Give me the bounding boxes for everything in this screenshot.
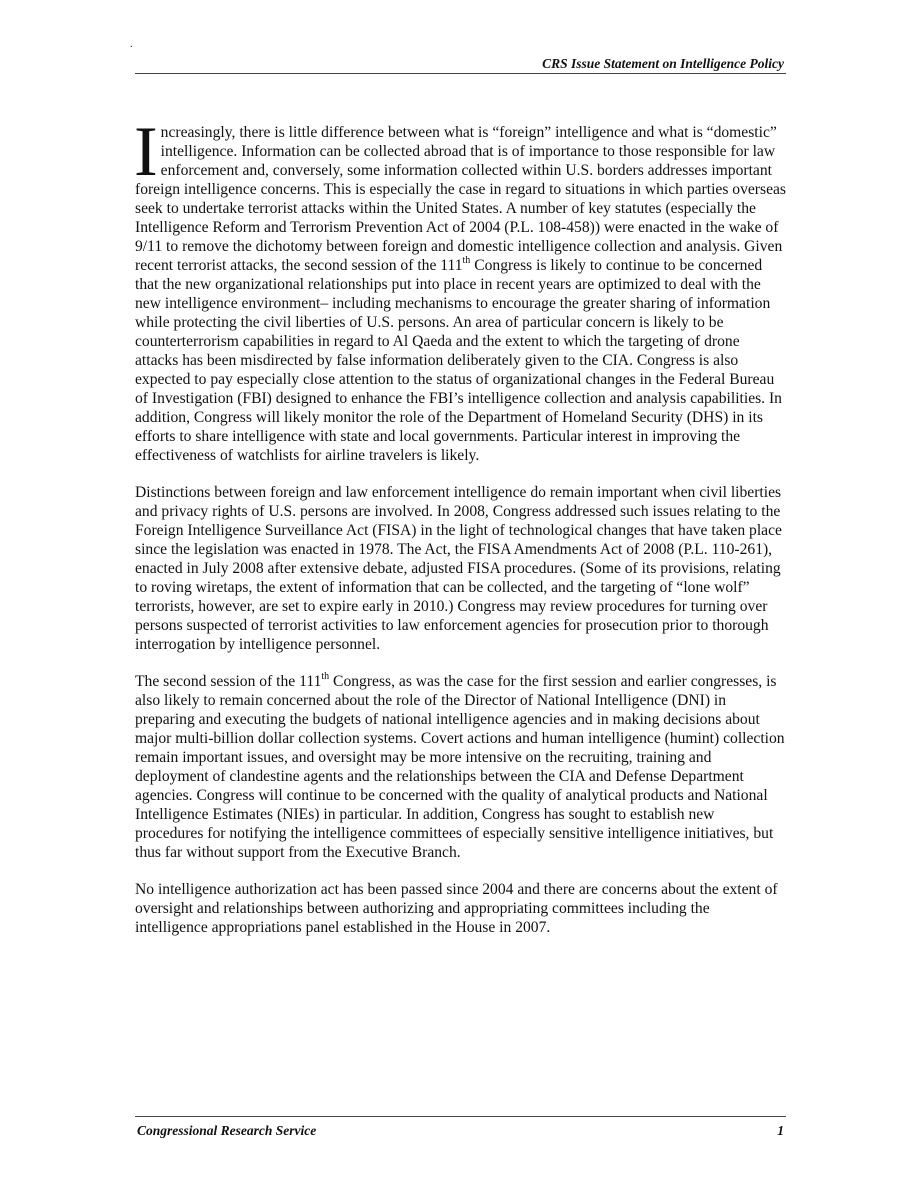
- superscript-th: th: [462, 254, 471, 266]
- running-header-title: CRS Issue Statement on Intelligence Policy: [542, 56, 784, 71]
- page-number: 1: [777, 1123, 784, 1138]
- footer-source: Congressional Research Service: [137, 1123, 317, 1138]
- paragraph-2: Distinctions between foreign and law enforcement intelligence do remain important when civil liberties and privacy rights of U.S. persons are involved. In 2008, Congress addressed such issues relating to the Foreign Intelligence Surveillance Act (FISA) in the light of technological changes that have taken place since the legislation was enacted in 1978. The Act, the FISA Amendments Act of 2008 (P.L. 110-261), enacted in July 2008 after extensive debate, adjusted FISA procedures. (Some of its provisions, relating to roving wiretaps, the extent of information that can be collected, and the targeting of “lone wolf” terrorists, however, are set to expire early in 2010.) Congress may review procedures for turning over persons suspected of terrorist activities to law enforcement agencies for prosecution prior to thorough interrogation by intelligence personnel.: [135, 484, 782, 653]
- paragraph-1: [134, 113, 786, 465]
- paragraph-1-text-b: Congress is likely to continue to be concerned that the new organizational relationships put into place in recent years are optimized to deal with the new intelligence environment– including mechanisms to encourage the greater sharing of information while protecting the civil liberties of U.S. persons. An area of particular concern is likely to be counterterrorism capabilities in regard to Al Qaeda and the extent to which the targeting of drone attacks has been misdirected by false information deliberately given to the CIA. Congress is also expected to pay especially close attention to the status of organizational changes in the Federal Bureau of Investigation (FBI) designed to enhance the FBI’s intelligence collection and analysis capabilities. In addition, Congress will likely monitor the role of the Department of Homeland Security (DHS) in its efforts to share intelligence with state and local governments. Particular interest in improving the effectiveness of watchlists for airline travelers is likely.: [135, 257, 782, 464]
- document-body: [134, 113, 786, 955]
- paragraph-1-text-a: ncreasingly, there is little difference between what is “foreign” intelligence and what is “domestic” intelligence. Information can be collected abroad that is of importance to those responsible for law enforcement and, conversely, some information collected within U.S. borders addresses important foreign intelligence concerns. This is especially the case in regard to situations in which parties overseas seek to undertake terrorist attacks within the United States. A number of key statutes (especially the Intelligence Reform and Terrorism Prevention Act of 2004 (P.L. 108-458)) were enacted in the wake of 9/11 to remove the dichotomy between foreign and domestic intelligence collection and analysis. Given recent terrorist attacks, the second session of the 111: [135, 124, 786, 274]
- corner-mark: .: [130, 39, 133, 50]
- drop-cap: I: [134, 113, 158, 191]
- paragraph-3-text-a: The second session of the 111: [135, 673, 322, 690]
- paragraph-3: [135, 672, 786, 862]
- page-header: [135, 55, 786, 74]
- page-footer: [135, 1116, 786, 1137]
- paragraph-4: No intelligence authorization act has been passed since 2004 and there are concerns about the extent of oversight and relationships between authorizing and appropriating committees including the intelligence appropriations panel established in the House in 2007.: [135, 881, 778, 936]
- superscript-th: th: [321, 670, 330, 682]
- paragraph-3-text-b: Congress, as was the case for the first session and earlier congresses, is also likely to remain concerned about the role of the Director of National Intelligence (DNI) in preparing and executing the budgets of national intelligence agencies and in making decisions about major multi-billion dollar collection systems. Covert actions and human intelligence (humint) collection remain important issues, and oversight may be more intensive on the recruiting, training and deployment of clandestine agents and the relationships between the CIA and Defense Department agencies. Congress will continue to be concerned with the quality of analytical products and National Intelligence Estimates (NIEs) in particular. In addition, Congress has sought to establish new procedures for notifying the intelligence committees of especially sensitive intelligence initiatives, but thus far without support from the Executive Branch.: [135, 673, 785, 861]
